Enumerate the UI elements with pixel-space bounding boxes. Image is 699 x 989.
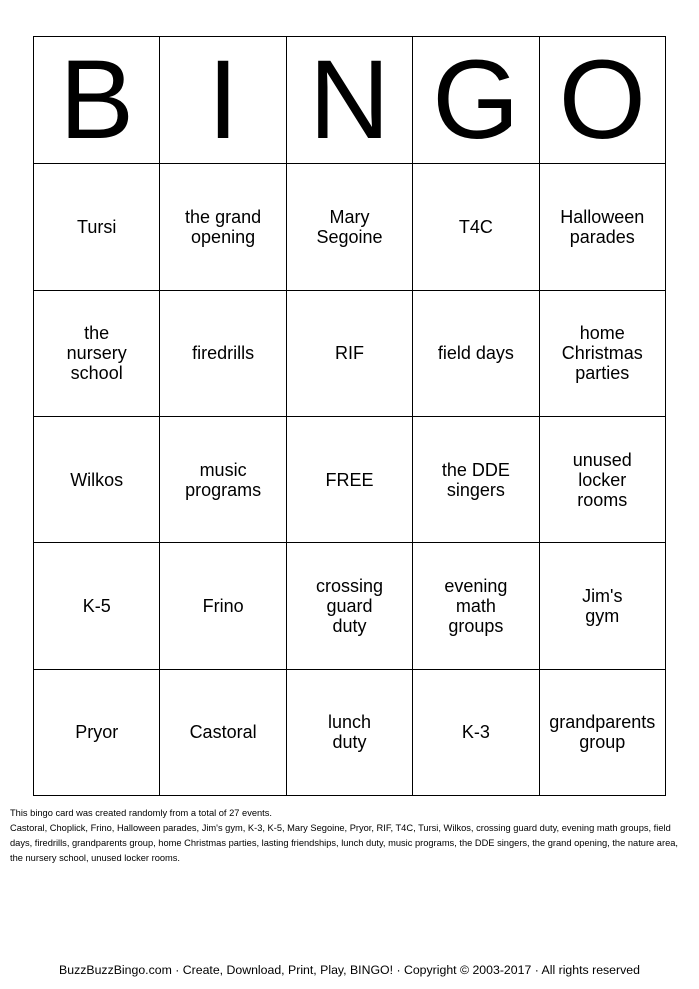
bingo-cell (539, 290, 665, 416)
bingo-cell (34, 543, 160, 669)
bingo-cell (286, 290, 412, 416)
cell-text: grandparents group (549, 712, 656, 753)
bingo-cell (413, 164, 539, 290)
cell-text: T4C (458, 216, 493, 237)
bingo-cell (160, 669, 286, 795)
cell-text: RIF (334, 343, 364, 364)
bingo-cell (160, 290, 286, 416)
bingo-cell (413, 416, 539, 542)
bingo-row-1 (34, 164, 666, 290)
cell-text: Jim's gym (582, 585, 623, 626)
cell-text: unused locker rooms (572, 449, 632, 510)
bingo-cell (413, 543, 539, 669)
bingo-cell (286, 164, 412, 290)
bingo-cell (34, 164, 160, 290)
bingo-cell (34, 669, 160, 795)
card-info-intro: This bingo card was created randomly from a total of 27 events. (10, 808, 272, 818)
cell-text: lunch duty (327, 712, 371, 753)
bingo-cell (539, 669, 665, 795)
cell-text: Pryor (75, 722, 119, 743)
cell-text: field days (437, 343, 514, 364)
header-letter-i: I (160, 37, 286, 164)
cell-text: the DDE singers (441, 459, 510, 500)
bingo-cell (160, 543, 286, 669)
bingo-cell (413, 290, 539, 416)
cell-text: Halloween parades (560, 206, 645, 247)
card-info-event-list: Castoral, Choplick, Frino, Halloween parades, Jim's gym, K-3, K-5, Mary Segoine, Pryor, RIF, T4C, Tursi, Wilkos, crossing guard duty, evening math groups, field days, firedrills, grandparents group, home Christmas parties, lasting friendships, lunch duty, music programs, the DDE singers, the grand opening, the nature area, the nursery school, unused locker rooms. (10, 823, 678, 863)
bingo-cell (160, 164, 286, 290)
cell-text: Tursi (77, 216, 117, 237)
free-space-cell (286, 416, 412, 542)
bingo-cell (34, 416, 160, 542)
bingo-row-2 (34, 290, 666, 416)
bingo-cell (286, 669, 412, 795)
cell-text: firedrills (192, 343, 255, 364)
cell-text: home Christmas parties (561, 323, 643, 384)
cell-text: K-5 (82, 595, 111, 616)
cell-text: Mary Segoine (316, 206, 383, 247)
bingo-row-4 (34, 543, 666, 669)
page-footer (0, 962, 699, 978)
header-letter-b: B (34, 37, 160, 164)
bingo-row-5 (34, 669, 666, 795)
cell-text: the grand opening (185, 206, 262, 247)
cell-text: crossing guard duty (315, 575, 383, 636)
bingo-cell (34, 290, 160, 416)
cell-text: Castoral (189, 722, 257, 743)
bingo-row-3 (34, 416, 666, 542)
cell-text: K-3 (461, 722, 490, 743)
bingo-cell (286, 543, 412, 669)
card-info (10, 806, 690, 866)
header-letter-n: N (286, 37, 412, 164)
cell-text: Wilkos (70, 469, 124, 490)
bingo-header-row (34, 37, 666, 164)
cell-text: music programs (185, 459, 262, 500)
bingo-cell (160, 416, 286, 542)
site-link[interactable]: BuzzBuzzBingo.com (59, 963, 172, 977)
bingo-card (33, 36, 666, 796)
bingo-cell (539, 164, 665, 290)
bingo-cell (413, 669, 539, 795)
cell-text: FREE (325, 469, 374, 490)
cell-text: the nursery school (66, 323, 127, 384)
header-letter-g: G (413, 37, 539, 164)
footer-tagline: · Create, Download, Print, Play, BINGO! · Copyright © 2003-2017 · All rights reserved (171, 963, 640, 977)
bingo-cell (539, 543, 665, 669)
header-letter-o: O (539, 37, 665, 164)
bingo-cell (539, 416, 665, 542)
cell-text: evening math groups (444, 575, 508, 636)
cell-text: Frino (202, 595, 244, 616)
